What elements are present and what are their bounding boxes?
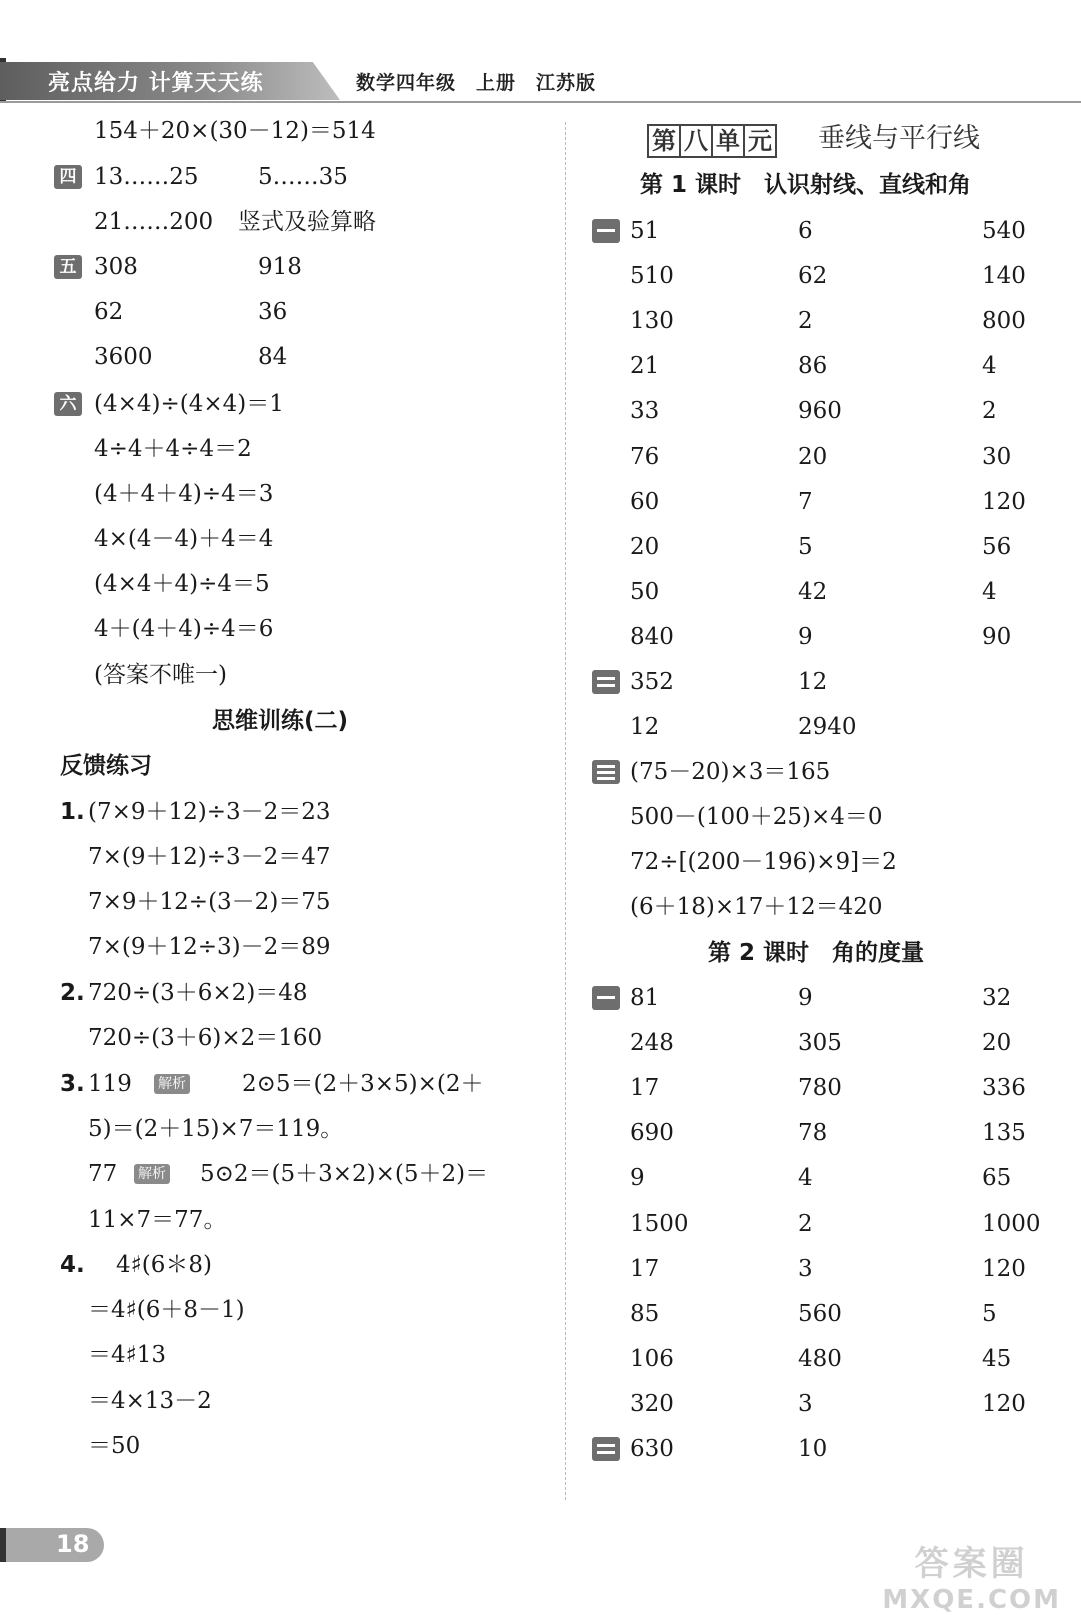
problem-number-1: 1. [60, 799, 85, 825]
formula-line: 4÷4＋4÷4＝2 [94, 436, 252, 462]
answer: 84 [258, 344, 288, 370]
answer: 10 [798, 1436, 828, 1462]
answer-cell: 5 [798, 533, 813, 560]
answer-cell: 50 [630, 578, 660, 605]
answer-cell: 248 [630, 1030, 674, 1057]
answer-cell: 62 [798, 263, 828, 290]
answer-note: 竖式及验算略 [238, 209, 376, 235]
answer-cell: 4 [982, 578, 997, 605]
answer: 918 [258, 254, 302, 280]
answer-cell: 120 [982, 1390, 1026, 1417]
formula-line: (4＋4＋4)÷4＝3 [94, 481, 274, 507]
unit-char: 第 [647, 124, 681, 158]
answer-cell: 320 [630, 1390, 674, 1417]
answer-cell: 76 [630, 443, 660, 470]
subsection-title: 反馈练习 [60, 753, 152, 779]
answer-cell: 17 [630, 1075, 660, 1102]
answer-cell: 4 [982, 353, 997, 380]
answer-cell: 1000 [982, 1210, 1041, 1237]
answer-cell: 90 [982, 623, 1012, 650]
question-label-3 [592, 760, 620, 784]
answer-cell: 800 [982, 308, 1026, 335]
formula-line: 5)＝(2＋15)×7＝119。 [88, 1116, 344, 1142]
answer: 36 [258, 299, 288, 325]
formula-line: 500－(100＋25)×4＝0 [630, 804, 883, 830]
unit-char: 单 [711, 124, 745, 158]
formula-line: 2⊙5＝(2＋3×5)×(2＋ [242, 1071, 484, 1097]
answer: 119 [88, 1071, 132, 1097]
answer-cell: 560 [798, 1300, 842, 1327]
answer-cell: 60 [630, 488, 660, 515]
lesson-title: 第 1 课时 认识射线、直线和角 [640, 172, 972, 198]
formula-line: ＝50 [88, 1433, 141, 1459]
formula-line: (75－20)×3＝165 [630, 759, 831, 785]
answer-cell: 45 [982, 1345, 1012, 1372]
answer-cell: 960 [798, 398, 842, 425]
answer: 352 [630, 669, 674, 695]
problem-number-3: 3. [60, 1071, 85, 1097]
header-rule [0, 101, 1081, 103]
answer-cell: 81 [630, 985, 660, 1011]
question-label-2 [592, 1437, 620, 1461]
unit-char: 八 [679, 124, 713, 158]
section-title: 思维训练(二) [212, 708, 349, 734]
answer-cell: 3 [798, 1255, 813, 1282]
question-label-2 [592, 670, 620, 694]
answer-cell: 690 [630, 1120, 674, 1147]
formula-line: ＝4♯(6＋8－1) [88, 1297, 245, 1323]
answer-cell: 480 [798, 1345, 842, 1372]
answer-cell: 33 [630, 398, 660, 425]
answer: 630 [630, 1436, 674, 1462]
problem-number-4: 4. [60, 1252, 85, 1278]
answer-cell: 5 [982, 1300, 997, 1327]
answer-cell: 510 [630, 263, 674, 290]
answer-cell: 106 [630, 1345, 674, 1372]
answer-cell: 9 [798, 985, 813, 1011]
formula-line: ＝4♯13 [88, 1342, 167, 1368]
formula-line: (4×4＋4)÷4＝5 [94, 571, 270, 597]
watermark-text: 答案圈 [914, 1544, 1029, 1584]
answer-cell: 780 [798, 1075, 842, 1102]
answer-cell: 3 [798, 1390, 813, 1417]
lesson-title: 第 2 课时 角的度量 [708, 940, 925, 966]
answer: 77 [88, 1161, 118, 1187]
answer-cell: 120 [982, 488, 1026, 515]
answer-cell: 130 [630, 308, 674, 335]
question-label-1 [592, 986, 620, 1010]
unit-title: 垂线与平行线 [818, 123, 980, 154]
answer-cell: 840 [630, 623, 674, 650]
question-label-5: 五 [54, 255, 82, 279]
footer-edge-mark [0, 1528, 6, 1562]
formula-line: 11×7＝77。 [88, 1207, 227, 1233]
answer-note: (答案不唯一) [94, 662, 227, 688]
watermark-url: MXQE.COM [882, 1585, 1061, 1615]
answer-cell: 120 [982, 1255, 1026, 1282]
answer-cell: 2 [798, 1210, 813, 1237]
answer-cell: 305 [798, 1030, 842, 1057]
unit-label [647, 124, 775, 158]
answer: 3600 [94, 344, 153, 370]
answer-cell: 20 [630, 533, 660, 560]
problem-number-2: 2. [60, 980, 85, 1006]
formula-line: 7×9＋12÷(3－2)＝75 [88, 889, 331, 915]
answer: 21……200 [94, 209, 214, 235]
watermark [882, 1536, 1061, 1615]
answer-cell: 135 [982, 1120, 1026, 1147]
answer: 13……25 [94, 164, 199, 190]
answer-cell: 140 [982, 263, 1026, 290]
answer: 62 [94, 299, 124, 325]
formula-line: 7×(9＋12)÷3－2＝47 [88, 844, 331, 870]
analysis-tag: 解析 [134, 1164, 170, 1184]
answer-cell: 2 [982, 398, 997, 425]
unit-char: 元 [743, 124, 777, 158]
formula-line: 5⊙2＝(5＋3×2)×(5＋2)＝ [200, 1161, 489, 1187]
answer-cell: 51 [630, 218, 660, 244]
formula-line: (4×4)÷(4×4)＝1 [94, 391, 284, 417]
answer-cell: 2 [798, 308, 813, 335]
formula-line: (6＋18)×17＋12＝420 [630, 894, 883, 920]
question-label-6: 六 [54, 392, 82, 416]
answer-cell: 4 [798, 1165, 813, 1192]
answer: 12 [798, 669, 828, 695]
formula-line: 720÷(3＋6)×2＝160 [88, 1025, 323, 1051]
answer-cell: 56 [982, 533, 1012, 560]
formula-line: ＝4×13－2 [88, 1388, 212, 1414]
answer-cell: 32 [982, 985, 1012, 1011]
answer-cell: 78 [798, 1120, 828, 1147]
answer: 5……35 [258, 164, 348, 190]
page-number-tab [0, 1528, 104, 1562]
answer-cell: 540 [982, 218, 1026, 244]
answer-cell: 85 [630, 1300, 660, 1327]
formula-line: 4＋(4＋4)÷4＝6 [94, 616, 274, 642]
answer-cell: 6 [798, 218, 813, 244]
formula-line: (7×9＋12)÷3－2＝23 [88, 799, 331, 825]
answer-cell: 30 [982, 443, 1012, 470]
question-label-4: 四 [54, 165, 82, 189]
question-label-1 [592, 219, 620, 243]
formula-line: 4×(4－4)＋4＝4 [94, 526, 274, 552]
answer-cell: 65 [982, 1165, 1012, 1192]
answer-cell: 42 [798, 578, 828, 605]
formula-line: 720÷(3＋6×2)＝48 [88, 980, 308, 1006]
answer-cell: 1500 [630, 1210, 689, 1237]
answer-cell: 336 [982, 1075, 1026, 1102]
book-info: 数学四年级 上册 江苏版 [356, 72, 597, 94]
answer-cell: 9 [630, 1165, 645, 1192]
answer-cell: 20 [982, 1030, 1012, 1057]
answer: 2940 [798, 714, 857, 740]
formula-line: 72÷[(200－196)×9]＝2 [630, 849, 897, 875]
answer-cell: 20 [798, 443, 828, 470]
answer: 12 [630, 714, 660, 740]
answer-cell: 86 [798, 353, 828, 380]
formula-line: 4♯(6＊8) [116, 1252, 212, 1278]
answer: 308 [94, 254, 138, 280]
page-number: 18 [56, 1530, 90, 1558]
formula-line: 154＋20×(30－12)＝514 [94, 118, 376, 144]
answer-cell: 9 [798, 623, 813, 650]
answer-cell: 7 [798, 488, 813, 515]
analysis-tag: 解析 [154, 1074, 190, 1094]
formula-line: 7×(9＋12÷3)－2＝89 [88, 934, 331, 960]
column-divider [565, 122, 566, 1500]
answer-cell: 17 [630, 1255, 660, 1282]
book-title: 亮点给力 计算天天练 [48, 71, 264, 96]
answer-cell: 21 [630, 353, 660, 380]
